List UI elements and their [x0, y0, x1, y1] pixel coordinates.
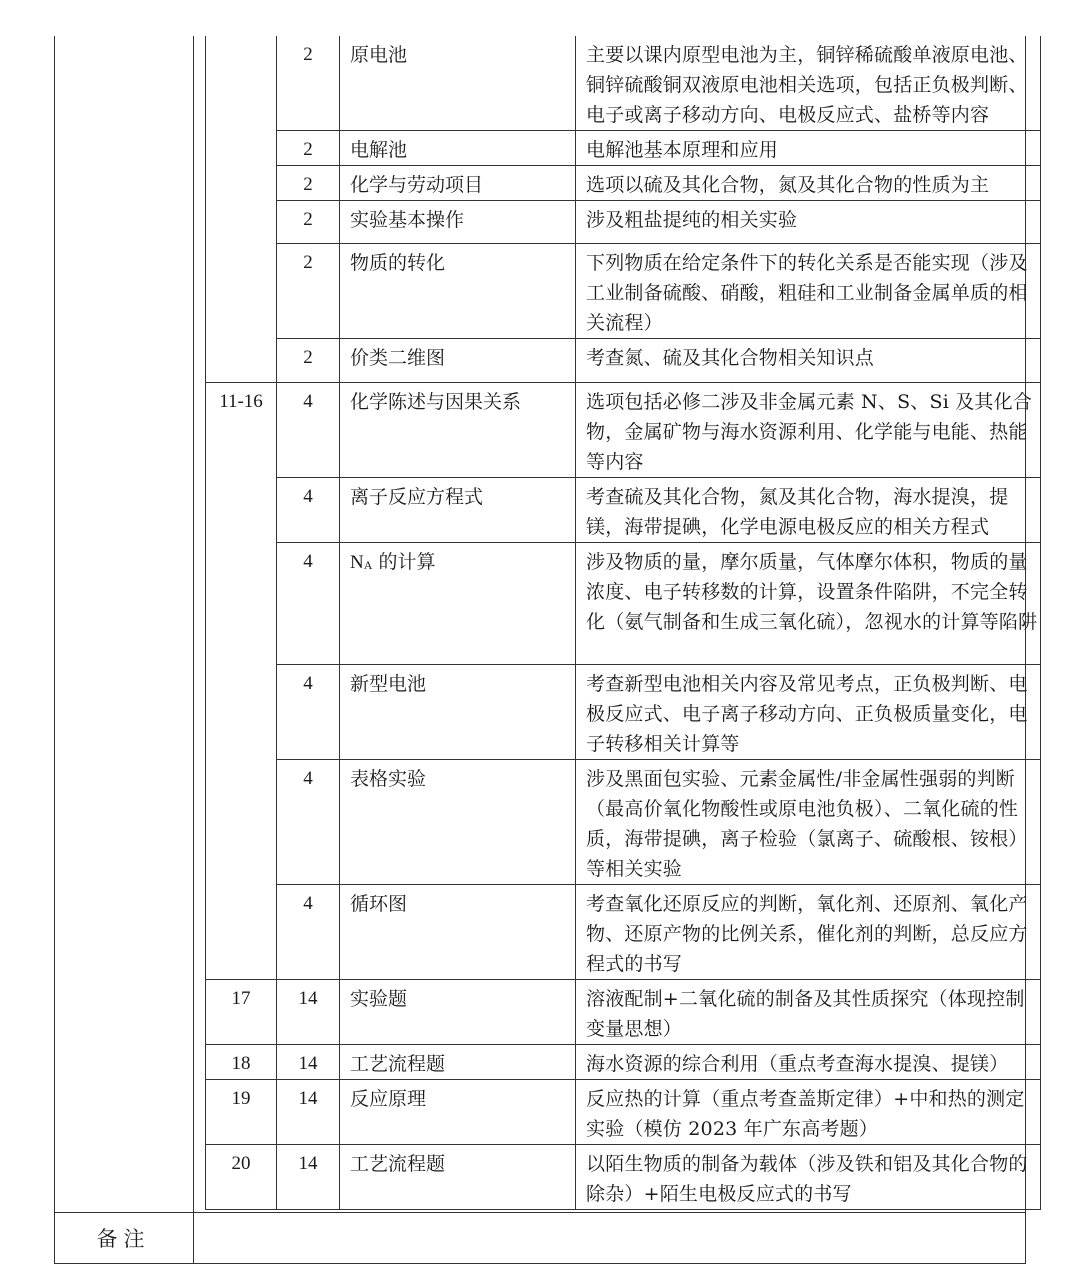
remark-row-divider: [54, 1212, 1026, 1213]
content-cell: 涉及物质的量，摩尔质量，气体摩尔体积，物质的量浓度、电子转移数的计算，设置条件陷阱，不完全转化（氨气制备和生成三氧化硫），忽视水的计算等陷阱: [576, 543, 1041, 665]
question-number-cell: 20: [206, 1145, 277, 1210]
table-row: [206, 760, 1041, 885]
topic-cell: 化学与劳动项目: [340, 166, 576, 201]
score-cell: 4: [277, 665, 340, 760]
score-cell: 2: [277, 339, 340, 383]
content-cell: 以陌生物质的制备为载体（涉及铁和铝及其化合物的除杂）+陌生电极反应式的书写: [576, 1145, 1041, 1210]
score-cell: 4: [277, 885, 340, 980]
topic-subscript: A: [363, 558, 373, 572]
topic-cell: 反应原理: [340, 1080, 576, 1145]
content-cell: 下列物质在给定条件下的转化关系是否能实现（涉及工业制备硫酸、硝酸，粗硅和工业制备金属单质的相关流程）: [576, 244, 1041, 339]
topic-cell: 化学陈述与因果关系: [340, 383, 576, 478]
table-row: [206, 478, 1041, 543]
score-cell: 2: [277, 201, 340, 244]
content-cell: 涉及粗盐提纯的相关实验: [576, 201, 1041, 244]
topic-cell: 工艺流程题: [340, 1045, 576, 1080]
score-cell: 2: [277, 131, 340, 166]
table-row: [206, 131, 1041, 166]
score-cell: 4: [277, 478, 340, 543]
topic-cell: 工艺流程题: [340, 1145, 576, 1210]
table-row: [206, 36, 1041, 131]
score-cell: 2: [277, 36, 340, 131]
content-cell: 考查氮、硫及其化合物相关知识点: [576, 339, 1041, 383]
content-cell: 涉及黑面包实验、元素金属性/非金属性强弱的判断（最高价氧化物酸性或原电池负极）、二氧化硫的性质，海带提碘，离子检验（氯离子、硫酸根、铵根）等相关实验: [576, 760, 1041, 885]
content-cell: 溶液配制+二氧化硫的制备及其性质探究（体现控制变量思想）: [576, 980, 1041, 1045]
topic-cell: 离子反应方程式: [340, 478, 576, 543]
score-cell: 4: [277, 760, 340, 885]
question-number-cell: 19: [206, 1080, 277, 1145]
topic-cell: 原电池: [340, 36, 576, 131]
topic-cell: 电解池: [340, 131, 576, 166]
score-cell: 14: [277, 980, 340, 1045]
table-row: [206, 543, 1041, 665]
table-row: [206, 1145, 1041, 1210]
content-cell: 海水资源的综合利用（重点考查海水提溴、提镁）: [576, 1045, 1041, 1080]
remark-label: 备注: [96, 1227, 151, 1251]
topic-cell: 实验题: [340, 980, 576, 1045]
table-row: [206, 1080, 1041, 1145]
question-number-cell: 11-16: [206, 383, 277, 980]
table-row: [206, 166, 1041, 201]
score-cell: 14: [277, 1045, 340, 1080]
table-row: [206, 665, 1041, 760]
score-cell: 14: [277, 1145, 340, 1210]
question-number-cell: 17: [206, 980, 277, 1045]
question-number-cell: [206, 36, 277, 383]
exam-topic-table: [205, 36, 1041, 1210]
topic-text: 的计算: [372, 551, 436, 573]
table-row: [206, 885, 1041, 980]
topic-cell: 价类二维图: [340, 339, 576, 383]
topic-cell: [340, 543, 576, 665]
score-cell: 2: [277, 244, 340, 339]
content-cell: 考查硫及其化合物，氮及其化合物，海水提溴，提镁，海带提碘，化学电源电极反应的相关方程式: [576, 478, 1041, 543]
table-row: [206, 980, 1041, 1045]
score-cell: 4: [277, 383, 340, 478]
table-row: [206, 244, 1041, 339]
topic-symbol: N: [350, 552, 364, 573]
outer-column-divider: [193, 36, 194, 1264]
content-cell: 考查氧化还原反应的判断，氧化剂、还原剂、氧化产物、还原产物的比例关系，催化剂的判断，总反应方程式的书写: [576, 885, 1041, 980]
question-number-cell: 18: [206, 1045, 277, 1080]
score-cell: 2: [277, 166, 340, 201]
topic-cell: 循环图: [340, 885, 576, 980]
content-cell: 反应热的计算（重点考查盖斯定律）+中和热的测定实验（模仿 2023 年广东高考题）: [576, 1080, 1041, 1145]
content-cell: 选项包括必修二涉及非金属元素 N、S、Si 及其化合物，金属矿物与海水资源利用、化学能与电能、热能等内容: [576, 383, 1041, 478]
topic-cell: 表格实验: [340, 760, 576, 885]
table-row: [206, 339, 1041, 383]
table-row: [206, 383, 1041, 478]
score-cell: 4: [277, 543, 340, 665]
content-cell: 选项以硫及其化合物，氮及其化合物的性质为主: [576, 166, 1041, 201]
topic-cell: 物质的转化: [340, 244, 576, 339]
content-cell: 电解池基本原理和应用: [576, 131, 1041, 166]
topic-cell: 新型电池: [340, 665, 576, 760]
content-cell: 主要以课内原型电池为主，铜锌稀硫酸单液原电池、铜锌硫酸铜双液原电池相关选项，包括正负极判断、电子或离子移动方向、电极反应式、盐桥等内容: [576, 36, 1041, 131]
content-cell: 考查新型电池相关内容及常见考点，正负极判断、电极反应式、电子离子移动方向、正负极质量变化，电子转移相关计算等: [576, 665, 1041, 760]
table-row: [206, 1045, 1041, 1080]
topic-cell: 实验基本操作: [340, 201, 576, 244]
score-cell: 14: [277, 1080, 340, 1145]
table-row: [206, 201, 1041, 244]
